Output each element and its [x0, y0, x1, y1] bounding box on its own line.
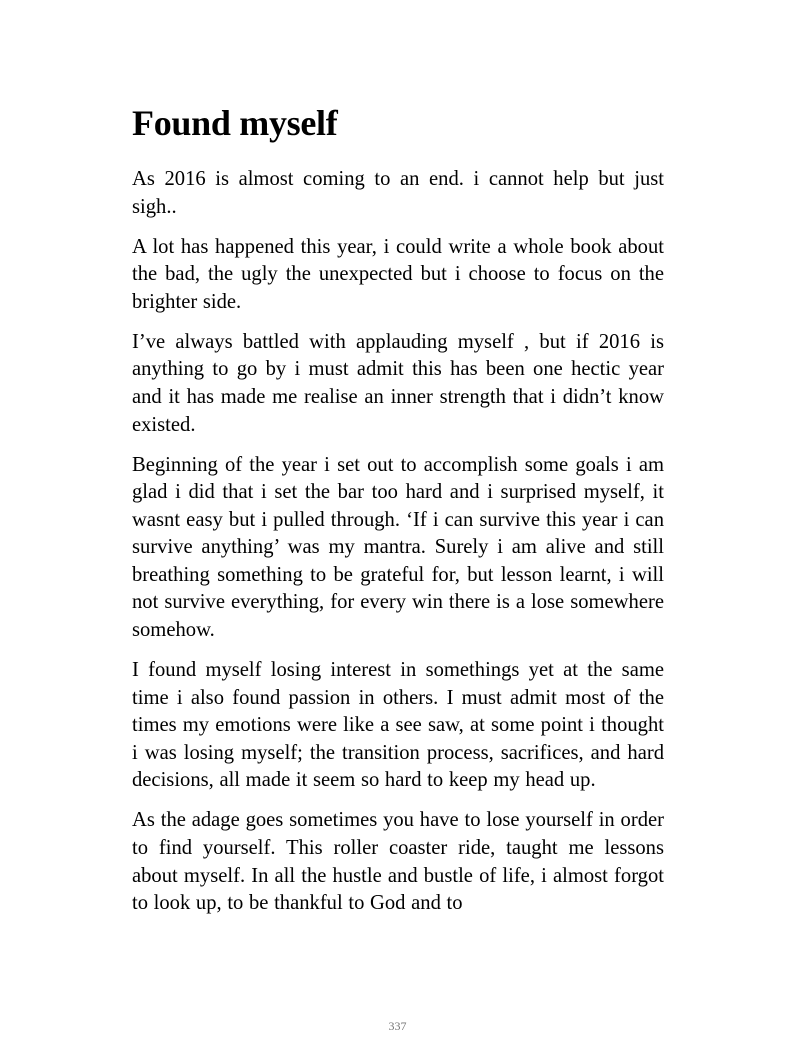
page-number: 337 [388, 1019, 407, 1033]
paragraph-2: A lot has happened this year, i could write a whole book about the bad, the ugly the unexpected but i choose to focus on the brighter side. [132, 235, 664, 313]
paragraph-5: I found myself losing interest in somethings yet at the same time i also found passion in others. I must admit most of the times my emotions were like a see saw, at some point i thought i was losing myself; the transition process, sacrifices, and hard decisions, all made it seem so hard to keep my head up. [132, 659, 664, 792]
paragraph-6: As the adage goes sometimes you have to lose yourself in order to find yourself. This roller coaster ride, taught me lessons about myself. In all the hustle and bustle of life, i almost forgot to look up, to be thankful to God and to [132, 809, 664, 915]
document-page [132, 100, 664, 930]
paragraph-1: As 2016 is almost coming to an end. i cannot help but just sigh.. [132, 168, 664, 218]
page-title: Found myself [132, 103, 338, 143]
paragraph-3: I’ve always battled with applauding myself , but if 2016 is anything to go by i must admit this has been one hectic year and it has made me realise an inner strength that i didn’t know existed. [132, 330, 664, 436]
paragraph-4: Beginning of the year i set out to accomplish some goals i am glad i did that i set the bar too hard and i surprised myself, it wasnt easy but i pulled through. ‘If i can survive this year i can survive anything’ was my mantra. Surely i am alive and still breathing something to be grateful for, but lesson learnt, i will not survive everything, for every win there is a lose somewhere somehow. [132, 453, 664, 642]
